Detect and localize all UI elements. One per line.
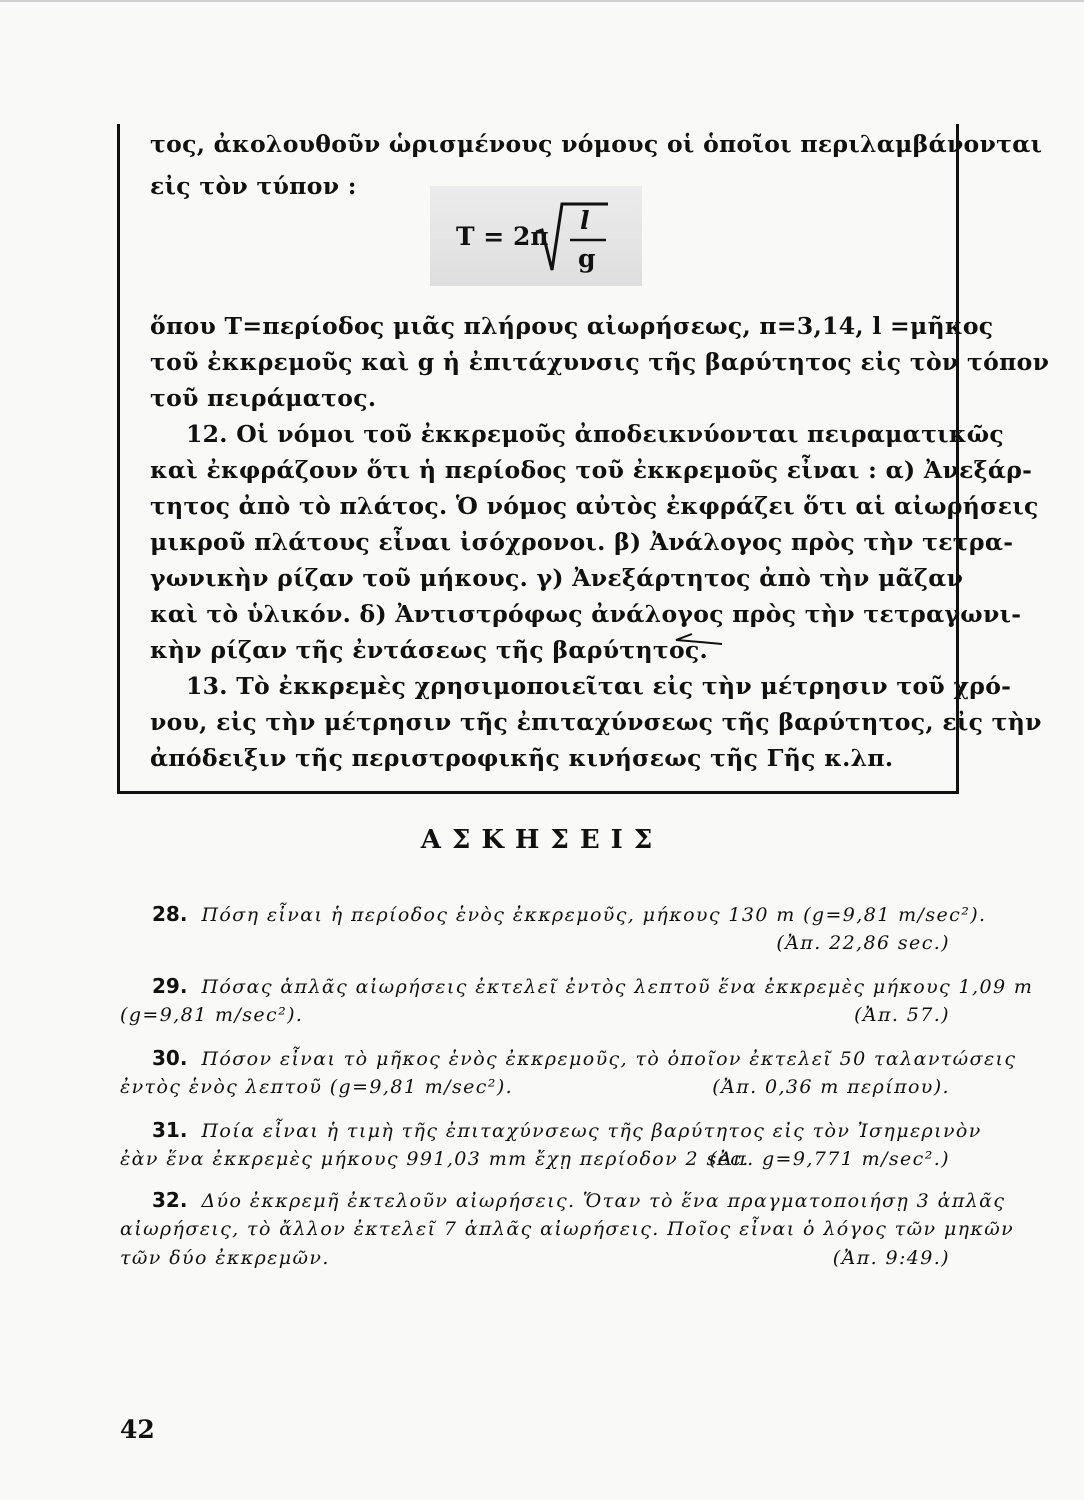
exercise-text: Δύο ἐκκρεμῆ ἐκτελοῦν αἰωρήσεις. Ὅταν τὸ ἕνα πραγματοποιήσῃ 3 ἁπλᾶς bbox=[201, 1190, 1006, 1212]
exercise-text-cont: τῶν δύο ἐκκρεμῶν. bbox=[120, 1247, 330, 1269]
definition-line-2: τοῦ ἐκκρεμοῦς καὶ g ἡ ἐπιτάχυνσις τῆς βαρύτητος εἰς τὸν τόπον bbox=[150, 348, 1050, 376]
exercise-answer: (Ἀπ. 9:49.) bbox=[832, 1247, 950, 1269]
formula-denominator: g bbox=[578, 244, 596, 273]
paragraph-12-line-2: καὶ ἐκφράζουν ὅτι ἡ περίοδος τοῦ ἐκκρεμοῦς εἶναι : α) Ἀνεξάρ- bbox=[150, 456, 1033, 484]
exercise-text: Πόσας ἁπλᾶς αἰωρήσεις ἐκτελεῖ ἐντὸς λεπτοῦ ἕνα ἐκκρεμὲς μήκους 1,09 m bbox=[201, 976, 1034, 998]
exercise-text: Ποία εἶναι ἡ τιμὴ τῆς ἐπιταχύνσεως τῆς βαρύτητος εἰς τὸν Ἰσημερινὸν bbox=[201, 1120, 982, 1142]
exercise-32-line-2 bbox=[120, 1215, 1015, 1243]
exercise-answer: (Ἀπ. 0,36 m περίπου). bbox=[712, 1076, 950, 1098]
paragraph-12-line-6: καὶ τὸ ὑλικόν. δ) Ἀντιστρόφως ἀνάλογος πρὸς τὴν τετραγωνι- bbox=[150, 600, 1022, 628]
exercise-text: Πόση εἶναι ἡ περίοδος ἑνὸς ἐκκρεμοῦς, μήκους 130 m (g=9,81 m/sec²). bbox=[201, 904, 987, 926]
exercise-text: Πόσον εἶναι τὸ μῆκος ἑνὸς ἐκκρεμοῦς, τὸ ὁποῖον ἐκτελεῖ 50 ταλαντώσεις bbox=[201, 1048, 1017, 1070]
exercise-28 bbox=[120, 900, 987, 929]
formula-lhs: T = 2π bbox=[456, 222, 549, 251]
exercise-31 bbox=[120, 1116, 982, 1145]
paragraph-12-line-5: γωνικὴν ρίζαν τοῦ μήκους. γ) Ἀνεξάρτητος ἀπὸ τὴν μᾶζαν bbox=[150, 564, 964, 592]
intro-line-1: τος, ἀκολουθοῦν ὡρισμένους νόμους οἱ ὁποῖοι περιλαμβάνονται bbox=[150, 130, 1043, 158]
exercise-29 bbox=[120, 972, 1034, 1001]
paragraph-12-line-3: τητος ἀπὸ τὸ πλάτος. Ὁ νόμος αὐτὸς ἐκφράζει ὅτι αἱ αἰωρήσεις bbox=[150, 492, 1039, 520]
page-top-rule bbox=[0, 0, 1084, 2]
definition-line-3: τοῦ πειράματος. bbox=[150, 384, 377, 412]
exercise-32-line-3 bbox=[120, 1244, 960, 1272]
paragraph-12-line-7: κὴν ρίζαν τῆς ἐντάσεως τῆς βαρύτητος. bbox=[150, 636, 709, 664]
formula-numerator: l bbox=[580, 206, 590, 235]
paragraph-12-line-4: μικροῦ πλάτους εἶναι ἰσόχρονοι. β) Ἀνάλογος πρὸς τὴν τετρα- bbox=[150, 528, 1014, 556]
intro-line-2: εἰς τὸν τύπον : bbox=[150, 172, 357, 200]
handwritten-mark bbox=[670, 630, 730, 652]
exercise-30 bbox=[120, 1044, 1017, 1073]
exercise-32 bbox=[120, 1186, 1006, 1215]
exercise-answer: (Ἀπ. 57.) bbox=[854, 1004, 950, 1026]
exercise-number: 30. bbox=[152, 1046, 188, 1070]
exercises-heading: ΑΣΚΗΣΕΙΣ bbox=[420, 825, 664, 855]
exercise-number: 29. bbox=[152, 974, 188, 998]
exercise-29-line-2 bbox=[120, 1001, 960, 1029]
paragraph-13-line-1: 13. Τὸ ἐκκρεμὲς χρησιμοποιεῖται εἰς τὴν μέτρησιν τοῦ χρό- bbox=[186, 672, 1012, 700]
paragraph-13-line-3: ἀπόδειξιν τῆς περιστροφικῆς κινήσεως τῆς Γῆς κ.λπ. bbox=[150, 744, 894, 772]
exercise-text-cont: ἐὰν ἕνα ἐκκρεμὲς μήκους 991,03 mm ἔχῃ περίοδον 2 sec. bbox=[120, 1148, 750, 1170]
page-number: 42 bbox=[120, 1415, 155, 1444]
exercise-31-line-2 bbox=[120, 1145, 960, 1173]
exercise-text-cont: αἰωρήσεις, τὸ ἄλλον ἐκτελεῖ 7 ἁπλᾶς αἰωρήσεις. Ποῖος εἶναι ὁ λόγος τῶν μηκῶν bbox=[120, 1218, 1015, 1240]
exercise-answer: (Ἀπ. g=9,771 m/sec².) bbox=[709, 1148, 950, 1170]
paragraph-12-line-1: 12. Οἱ νόμοι τοῦ ἐκκρεμοῦς ἀποδεικνύονται πειραματικῶς bbox=[186, 420, 1005, 448]
definition-line-1: ὅπου T=περίοδος μιᾶς πλήρους αἰωρήσεως, π=3,14, l =μῆκος bbox=[150, 312, 994, 340]
pendulum-formula bbox=[430, 186, 642, 286]
formula-radical bbox=[430, 186, 642, 286]
exercise-text-cont: (g=9,81 m/sec²). bbox=[120, 1004, 304, 1026]
exercise-text-cont: ἐντὸς ἑνὸς λεπτοῦ (g=9,81 m/sec²). bbox=[120, 1076, 514, 1098]
exercise-30-line-2 bbox=[120, 1073, 960, 1101]
paragraph-13-line-2: νου, εἰς τὴν μέτρησιν τῆς ἐπιταχύνσεως τῆς βαρύτητος, εἰς τὴν bbox=[150, 708, 1042, 736]
exercise-number: 28. bbox=[152, 902, 188, 926]
exercise-number: 31. bbox=[152, 1118, 188, 1142]
exercise-number: 32. bbox=[152, 1188, 188, 1212]
exercise-answer: (Ἀπ. 22,86 sec.) bbox=[776, 932, 950, 954]
